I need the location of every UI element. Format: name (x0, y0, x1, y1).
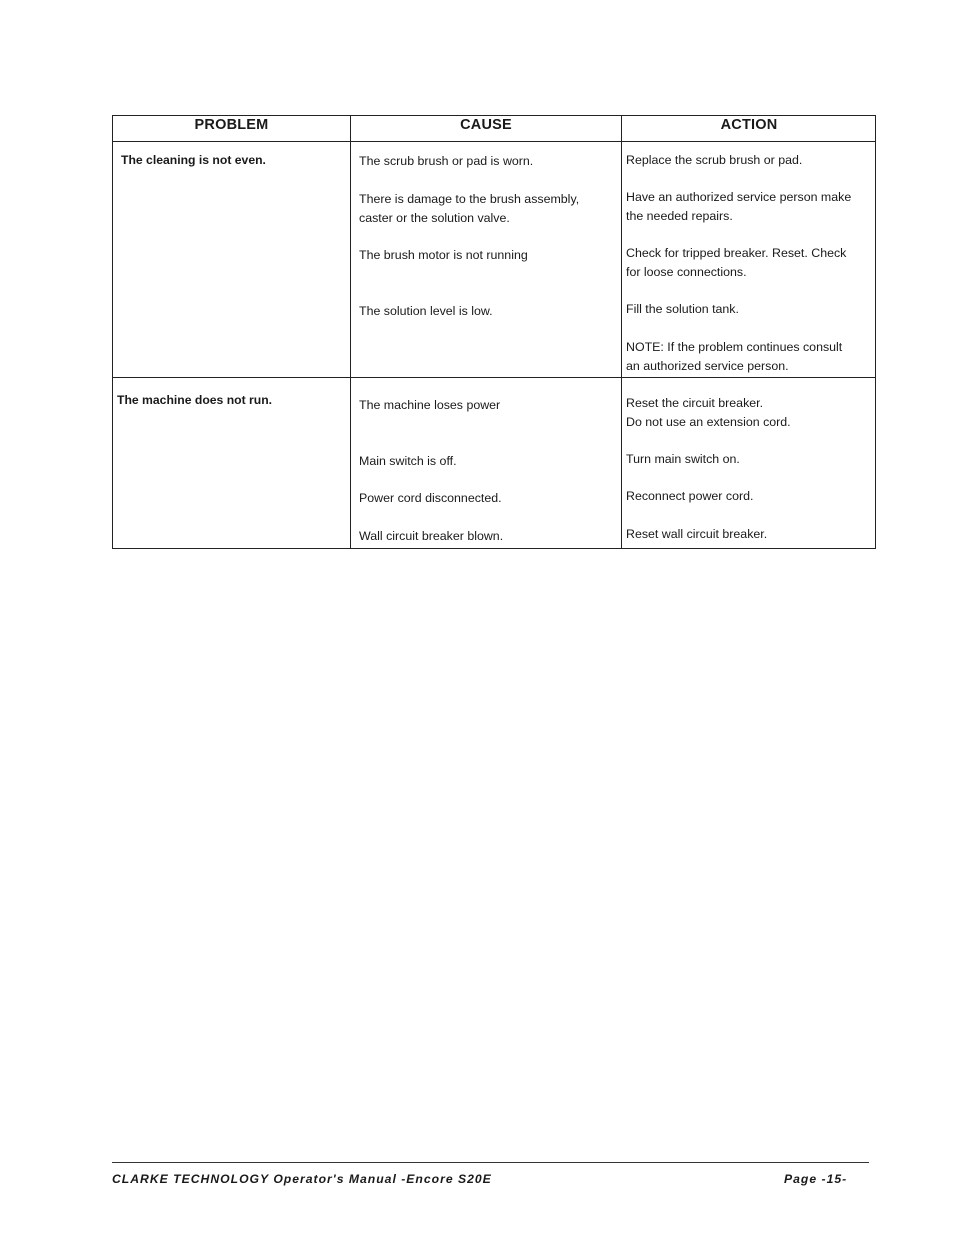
action-text: Turn main switch on. (626, 452, 740, 466)
action-text: Reset the circuit breaker. (626, 396, 764, 410)
action-note: NOTE: If the problem continues consult (626, 340, 843, 354)
action-text: Reconnect power cord. (626, 489, 754, 503)
problem-machine-not-run: The machine does not run. (117, 393, 273, 407)
cause-text: The scrub brush or pad is worn. (359, 154, 534, 168)
action-text: Fill the solution tank. (626, 302, 739, 316)
footer-page-number: Page -15- (784, 1172, 848, 1186)
cause-text: There is damage to the brush assembly, (359, 192, 580, 206)
action-text: Replace the scrub brush or pad. (626, 153, 803, 167)
header-problem: PROBLEM (194, 117, 269, 133)
cause-text: The solution level is low. (359, 304, 493, 318)
troubleshooting-table (112, 115, 876, 549)
cause-text: Wall circuit breaker blown. (359, 529, 504, 543)
column-divider (350, 116, 351, 548)
action-text: Reset wall circuit breaker. (626, 527, 768, 541)
header-cause: CAUSE (460, 117, 512, 133)
cause-text: caster or the solution valve. (359, 211, 510, 225)
cause-text: Main switch is off. (359, 454, 457, 468)
cause-text: The machine loses power (359, 398, 501, 412)
action-text: Check for tripped breaker. Reset. Check (626, 246, 847, 260)
header-action: ACTION (720, 117, 778, 133)
action-note: an authorized service person. (626, 359, 789, 373)
cause-text: Power cord disconnected. (359, 491, 502, 505)
footer-rule (112, 1162, 869, 1163)
row-divider (113, 377, 875, 378)
action-text: for loose connections. (626, 265, 747, 279)
action-text: Have an authorized service person make (626, 190, 852, 204)
action-text: Do not use an extension cord. (626, 415, 791, 429)
cause-text: The brush motor is not running (359, 248, 528, 262)
footer-manual-title: CLARKE TECHNOLOGY Operator's Manual -Encore S20E (112, 1172, 492, 1186)
action-text: the needed repairs. (626, 209, 733, 223)
header-divider (113, 141, 875, 142)
column-divider (621, 116, 622, 548)
problem-cleaning-uneven: The cleaning is not even. (121, 153, 266, 167)
